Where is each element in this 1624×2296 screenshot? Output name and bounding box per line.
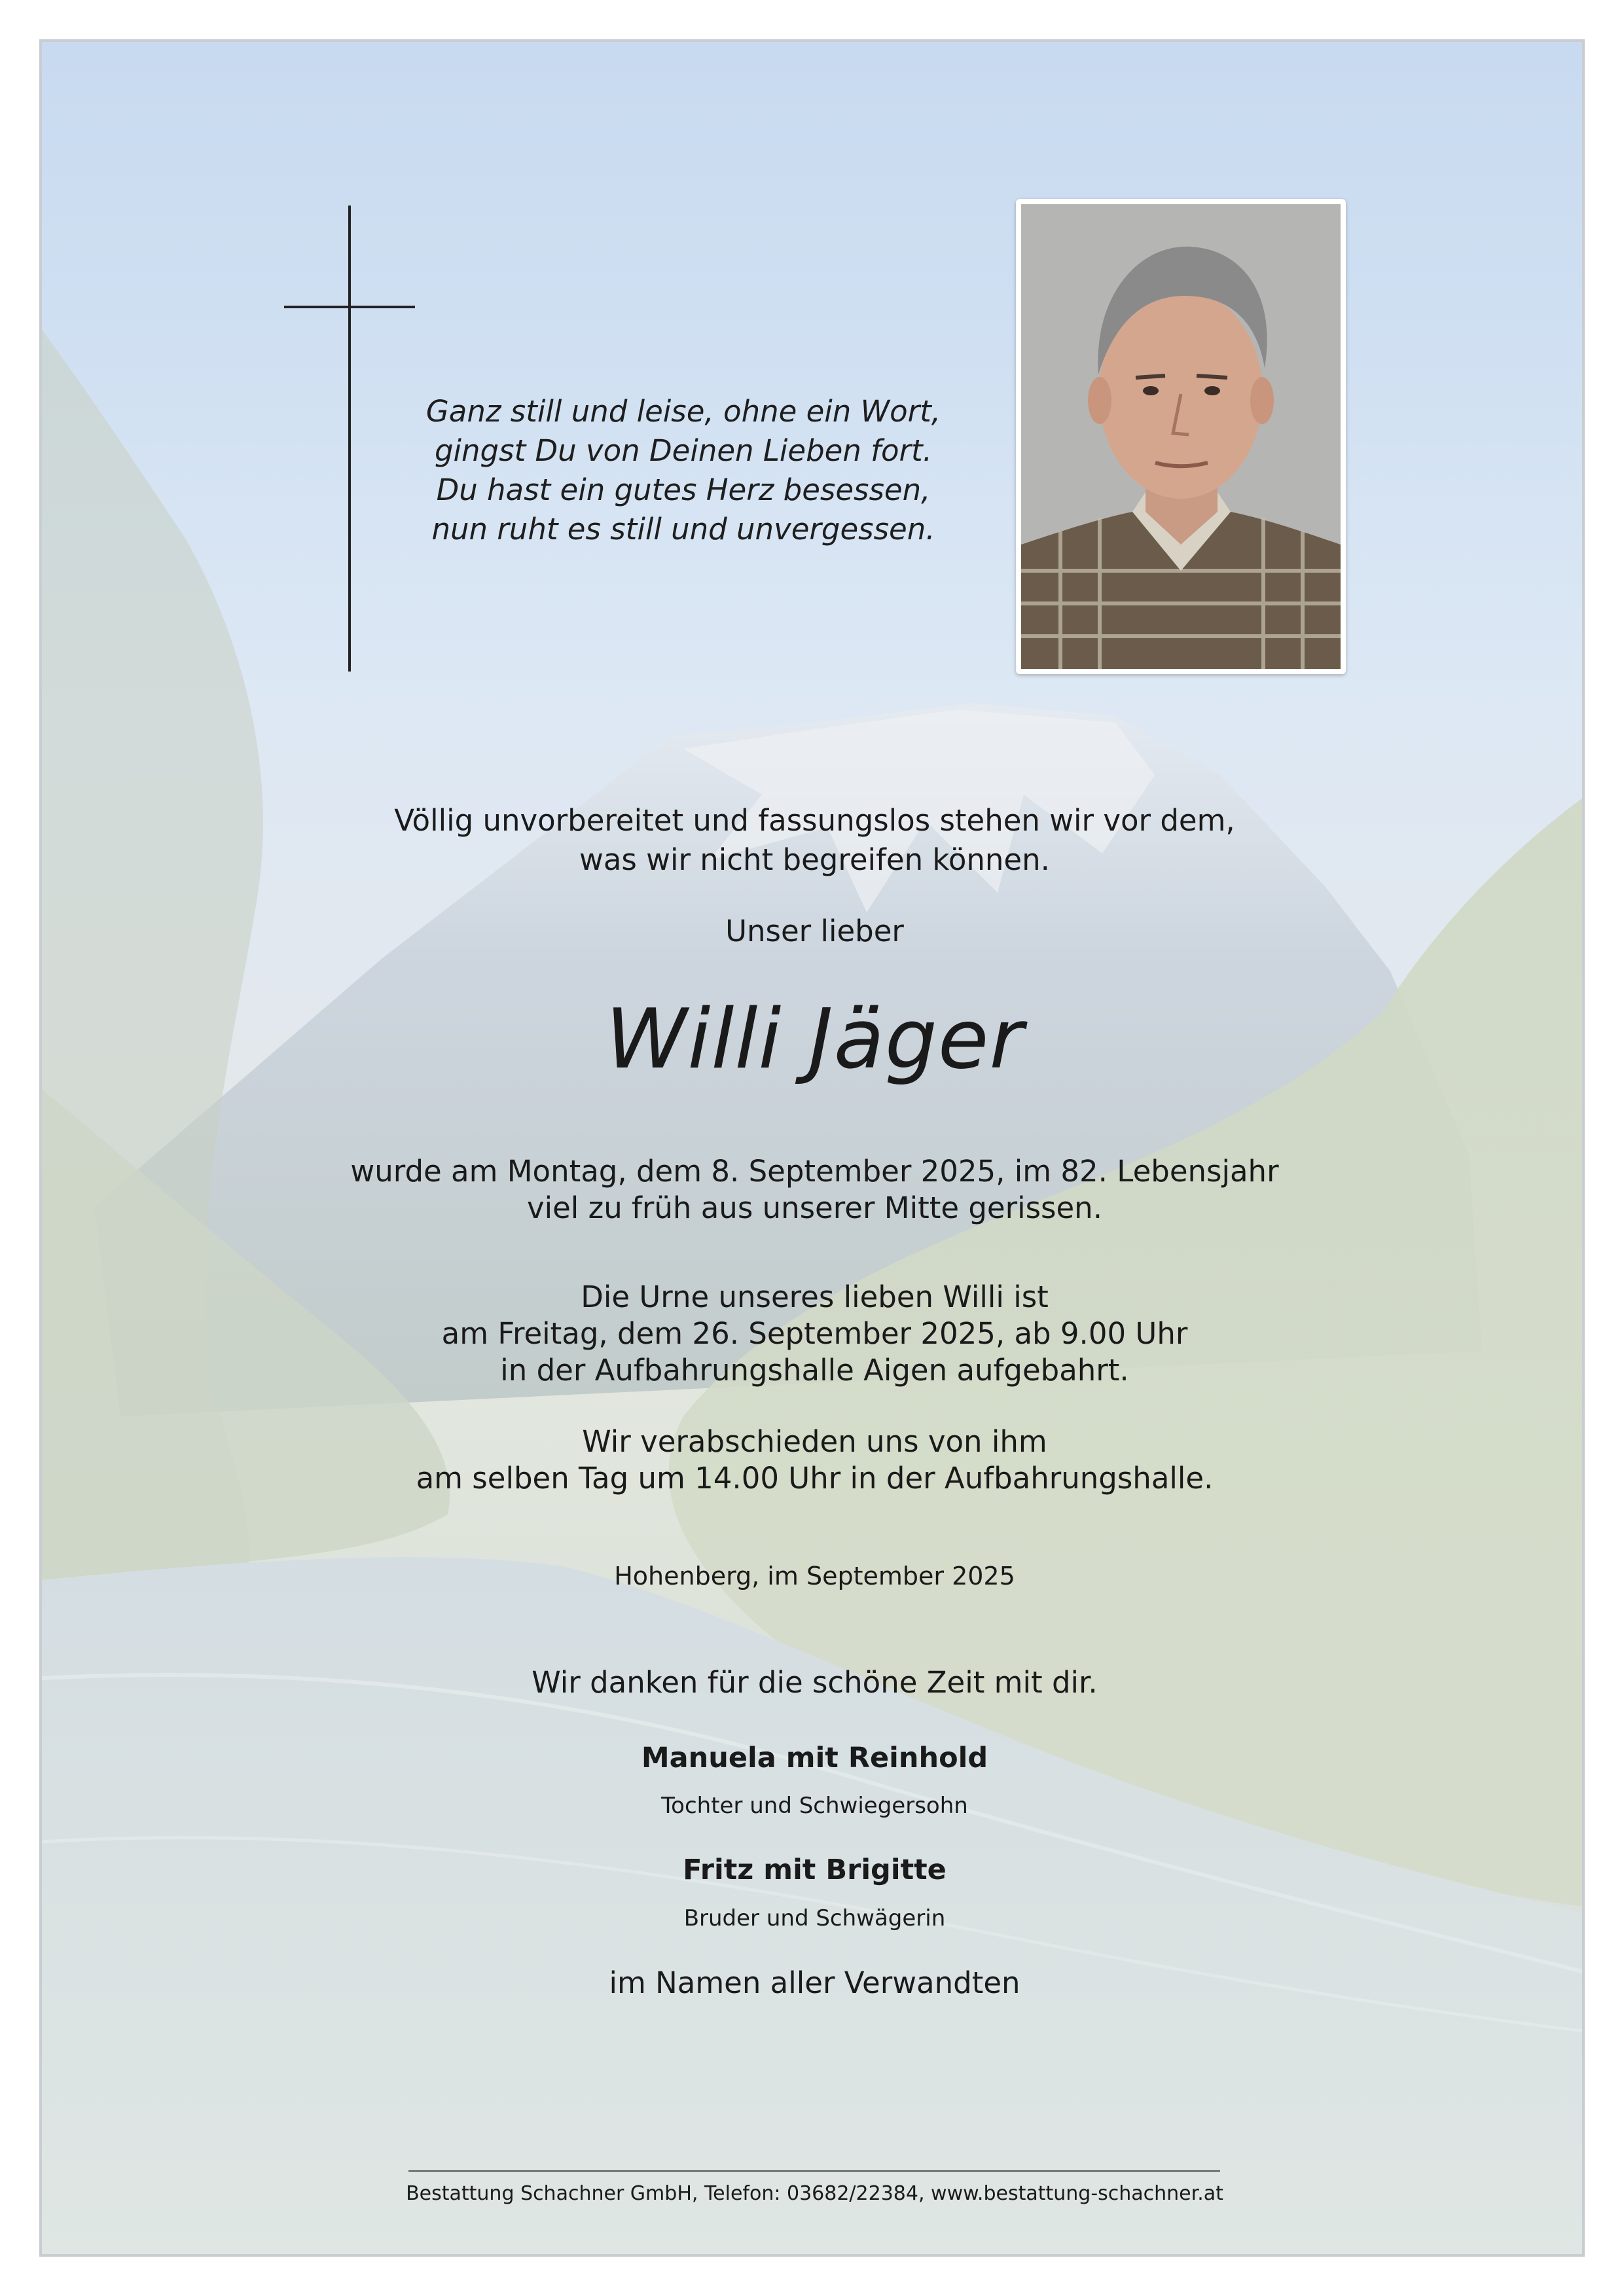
family-member-name: Fritz mit Brigitte <box>683 1854 947 1886</box>
footer-divider <box>408 2170 1220 2172</box>
thanks-text: Wir danken für die schöne Zeit mit dir. <box>532 1665 1098 1700</box>
family-member-role: Bruder und Schwägerin <box>683 1905 946 1931</box>
cross-icon-horizontal <box>284 306 415 308</box>
portrait-photo <box>1021 204 1341 669</box>
place-date: Hohenberg, im September 2025 <box>614 1562 1015 1590</box>
portrait-illustration <box>1021 204 1341 669</box>
urn-notice <box>42 1279 1585 1389</box>
intro-line: was wir nicht begreifen können. <box>579 842 1050 877</box>
intro-text <box>42 801 1585 880</box>
farewell-notice <box>42 1424 1585 1497</box>
urn-notice-line: Die Urne unseres lieben Willi ist <box>581 1280 1049 1314</box>
obituary-card <box>39 39 1585 2257</box>
family-member-role: Tochter und Schwiegersohn <box>661 1793 968 1819</box>
death-notice <box>42 1153 1585 1227</box>
deceased-name: Willi Jäger <box>605 991 1024 1087</box>
poem-line: Ganz still und leise, ohne ein Wort, <box>425 394 941 429</box>
poem-line: nun ruht es still und unvergessen. <box>431 512 935 547</box>
on-behalf-text: im Namen aller Verwandten <box>609 1965 1020 2000</box>
death-notice-line: viel zu früh aus unserer Mitte gerissen. <box>526 1191 1103 1225</box>
cross-icon-vertical <box>348 206 351 672</box>
farewell-line: am selben Tag um 14.00 Uhr in der Aufbahrungshalle. <box>416 1461 1214 1496</box>
footer-contact: Bestattung Schachner GmbH, Telefon: 03682/22384, www.bestattung-schachner.at <box>406 2182 1223 2205</box>
poem-line: Du hast ein gutes Herz besessen, <box>436 473 931 507</box>
urn-notice-line: in der Aufbahrungshalle Aigen aufgebahrt. <box>500 1353 1129 1388</box>
family-member-name: Manuela mit Reinhold <box>641 1742 988 1774</box>
unser-lieber-text: Unser lieber <box>725 914 904 948</box>
farewell-line: Wir verabschieden uns von ihm <box>582 1424 1047 1459</box>
poem-line: gingst Du von Deinen Lieben fort. <box>434 433 933 468</box>
poem <box>389 392 978 549</box>
portrait-photo-frame <box>1016 199 1346 674</box>
death-notice-line: wurde am Montag, dem 8. September 2025, im 82. Lebensjahr <box>350 1154 1279 1189</box>
intro-line: Völlig unvorbereitet und fassungslos stehen wir vor dem, <box>394 803 1235 838</box>
urn-notice-line: am Freitag, dem 26. September 2025, ab 9.00 Uhr <box>441 1316 1188 1351</box>
